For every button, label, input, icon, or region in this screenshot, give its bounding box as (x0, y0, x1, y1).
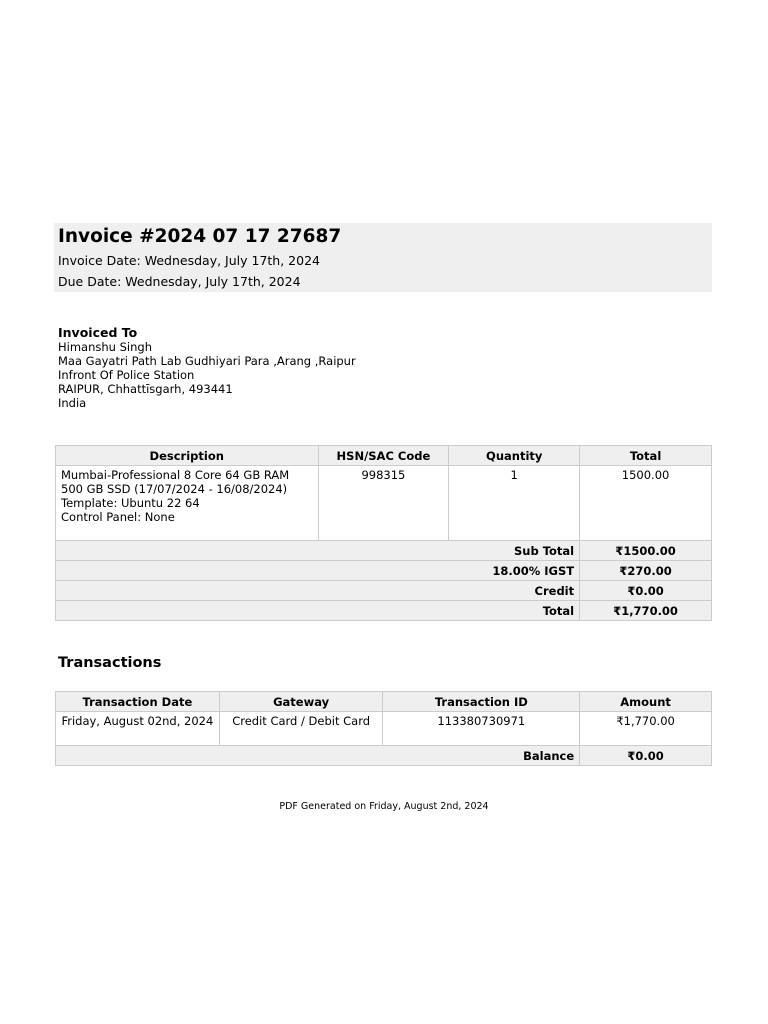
due-date: Due Date: Wednesday, July 17th, 2024 (58, 274, 301, 289)
items-header-row (56, 446, 712, 466)
item-description-line: Mumbai-Professional 8 Core 64 GB RAM (61, 468, 290, 482)
invoiced-to-block (58, 326, 356, 410)
address-line-2: Infront Of Police Station (58, 367, 195, 382)
customer-name: Himanshu Singh (58, 339, 152, 354)
subtotal-row (56, 541, 712, 561)
col-transaction-date: Transaction Date (56, 692, 220, 712)
transaction-amount: ₹1,770.00 (580, 712, 712, 746)
transaction-date: Friday, August 02nd, 2024 (56, 712, 220, 746)
col-amount: Amount (580, 692, 712, 712)
credit-row (56, 581, 712, 601)
tax-row (56, 561, 712, 581)
address-country: India (58, 395, 87, 410)
col-total: Total (580, 446, 712, 466)
tax-value: ₹270.00 (580, 561, 712, 581)
item-quantity: 1 (449, 466, 580, 541)
balance-label: Balance (56, 746, 580, 766)
table-row (56, 466, 712, 541)
item-description (56, 466, 319, 541)
total-label: Total (56, 601, 580, 621)
total-value: ₹1,770.00 (580, 601, 712, 621)
balance-value: ₹0.00 (580, 746, 712, 766)
invoice-date: Invoice Date: Wednesday, July 17th, 2024 (58, 253, 320, 268)
col-hsn: HSN/SAC Code (318, 446, 449, 466)
transaction-id: 113380730971 (383, 712, 580, 746)
total-row (56, 601, 712, 621)
col-gateway: Gateway (219, 692, 383, 712)
item-description-line: 500 GB SSD (17/07/2024 - 16/08/2024) (61, 482, 288, 496)
item-total: 1500.00 (580, 466, 712, 541)
balance-row (56, 746, 712, 766)
transactions-table (55, 691, 712, 766)
credit-label: Credit (56, 581, 580, 601)
address-line-1: Maa Gayatri Path Lab Gudhiyari Para ,Arang ,Raipur (58, 353, 356, 368)
item-description-line: Template: Ubuntu 22 64 (61, 496, 200, 510)
col-description: Description (56, 446, 319, 466)
pdf-generated-footer: PDF Generated on Friday, August 2nd, 2024 (279, 801, 489, 812)
tax-label: 18.00% IGST (56, 561, 580, 581)
col-transaction-id: Transaction ID (383, 692, 580, 712)
items-table (55, 445, 712, 621)
transaction-gateway: Credit Card / Debit Card (219, 712, 383, 746)
invoice-title: Invoice #2024 07 17 27687 (58, 226, 342, 247)
transactions-header-row (56, 692, 712, 712)
subtotal-label: Sub Total (56, 541, 580, 561)
credit-value: ₹0.00 (580, 581, 712, 601)
invoiced-to-heading: Invoiced To (58, 325, 138, 340)
item-hsn: 998315 (318, 466, 449, 541)
item-description-line: Control Panel: None (61, 510, 175, 524)
col-quantity: Quantity (449, 446, 580, 466)
subtotal-value: ₹1500.00 (580, 541, 712, 561)
address-city: RAIPUR, Chhattīsgarh, 493441 (58, 381, 233, 396)
table-row (56, 712, 712, 746)
transactions-heading: Transactions (58, 655, 162, 671)
invoice-header (54, 223, 712, 292)
